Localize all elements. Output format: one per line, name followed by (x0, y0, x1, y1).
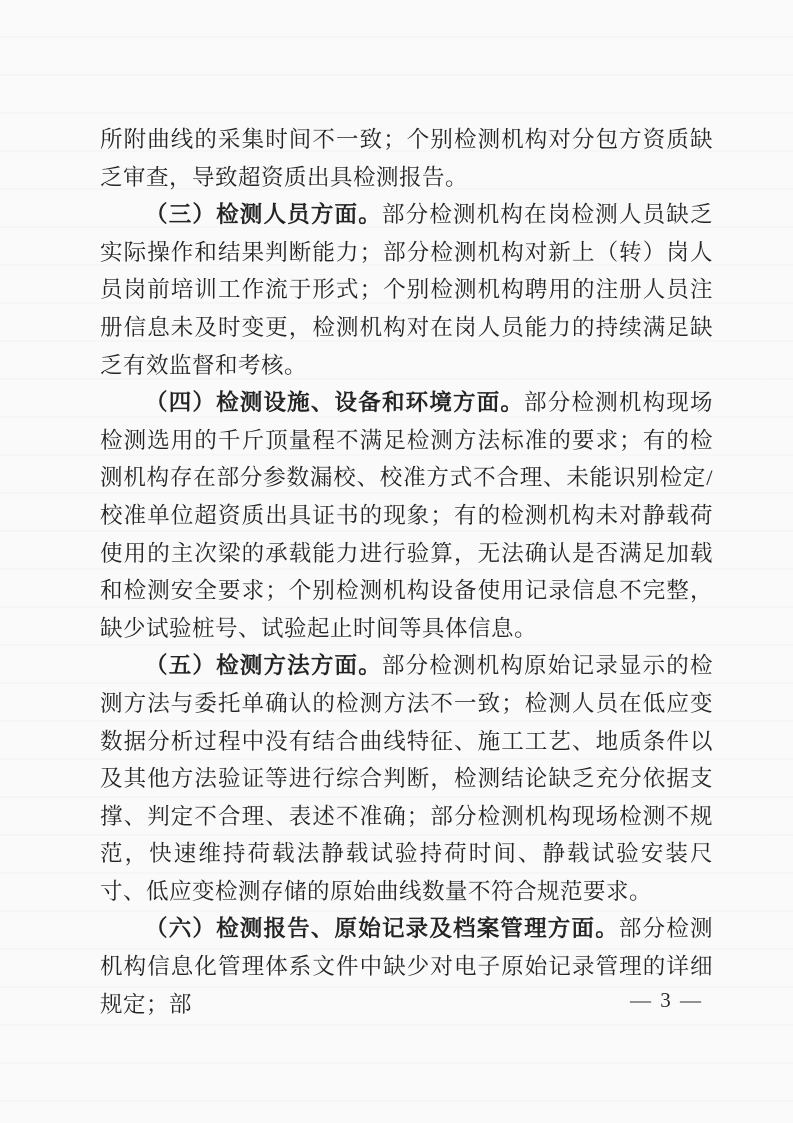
paragraph-text: 所附曲线的采集时间不一致；个别检测机构对分包方资质缺乏审查，导致超资质出具检测报告。 (100, 127, 713, 190)
paragraph-lead: （四）检测设施、设备和环境方面。 (145, 390, 525, 416)
paragraph (100, 121, 713, 196)
paragraph-text: 部分检测机构现场检测选用的千斤顶量程不满足检测方法标准的要求；有的检测机构存在部分参数漏校、校准方式不合理、未能识别检定/校准单位超资质出具证书的现象；有的检测机构未对静载荷使用的主次梁的承载能力进行验算，无法确认是否满足加载和检测安全要求；个别检测机构设备使用记录信息不完整，缺少试验桩号、试验起止时间等具体信息。 (100, 390, 713, 641)
paragraph-lead: （六）检测报告、原始记录及档案管理方面。 (145, 916, 619, 942)
paragraph-text: 部分检测机构原始记录显示的检测方法与委托单确认的检测方法不一致；检测人员在低应变数据分析过程中没有结合曲线特征、施工工艺、地质条件以及其他方法验证等进行综合判断，检测结论缺乏充分依据支撑、判定不合理、表述不准确；部分检测机构现场检测不规范，快速维持荷载法静载试验持荷时间、静载试验安装尺寸、低应变检测存储的原始曲线数量不符合规范要求。 (100, 653, 713, 904)
paragraph-lead: （五）检测方法方面。 (145, 653, 382, 679)
paragraph-lead: （三）检测人员方面。 (145, 202, 382, 228)
page-number: — 3 — (630, 988, 703, 1012)
paragraph (100, 384, 713, 647)
document-body (100, 121, 713, 1023)
paragraph (100, 196, 713, 384)
paragraph (100, 647, 713, 910)
paragraph-text: 部分检测机构信息化管理体系文件中缺少对电子原始记录管理的详细规定；部 (100, 916, 713, 1017)
paragraph-text: 部分检测机构在岗检测人员缺乏实际操作和结果判断能力；部分检测机构对新上（转）岗人员岗前培训工作流于形式；个别检测机构聘用的注册人员注册信息未及时变更，检测机构对在岗人员能力的持续满足缺乏有效监督和考核。 (100, 202, 713, 378)
paragraph (100, 910, 713, 1023)
